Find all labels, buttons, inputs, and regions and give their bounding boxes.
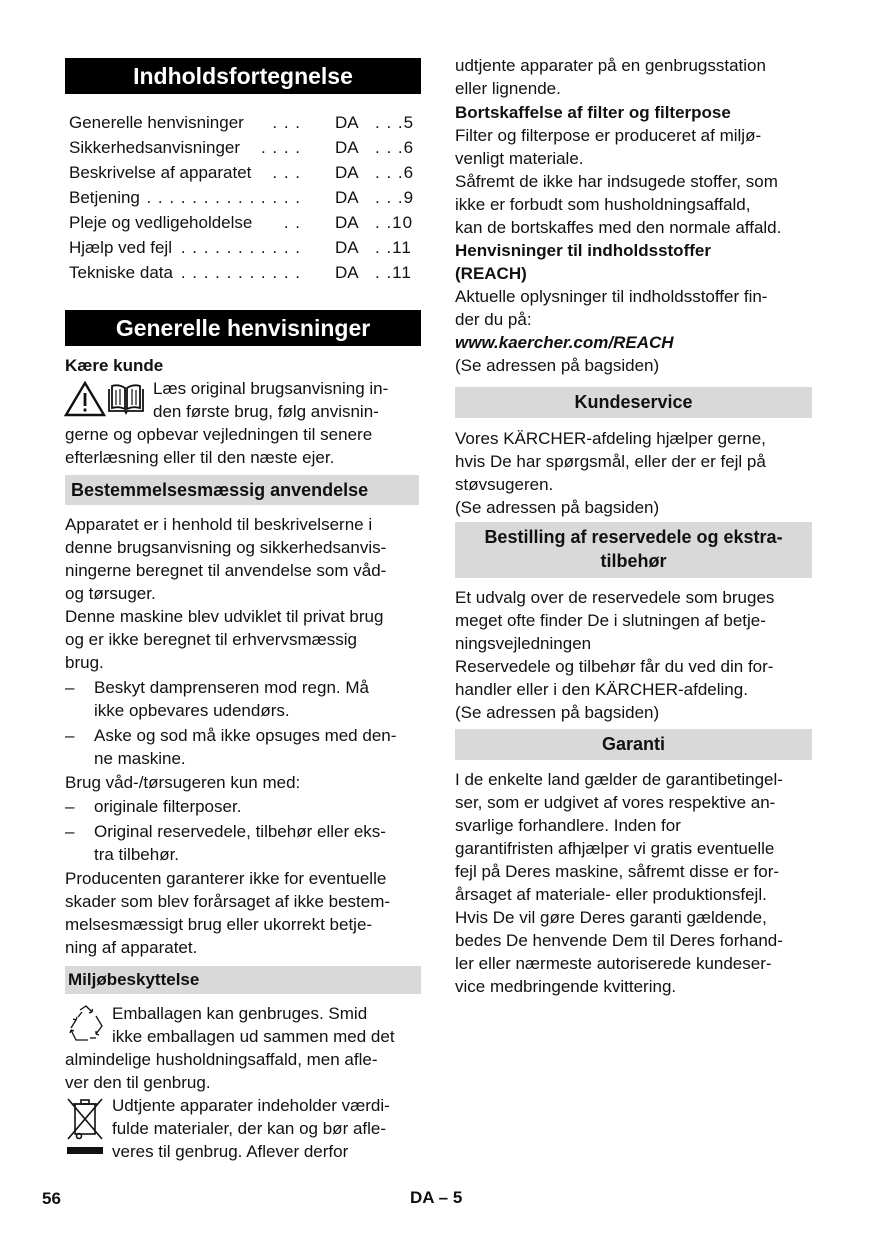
- recycle-line: almindelige husholdningsaffald, men afle-: [65, 1050, 378, 1069]
- toc-title: Indholdsfortegnelse: [133, 63, 353, 89]
- parts-heading-bar: [455, 522, 812, 578]
- reach-link[interactable]: www.kaercher.com/REACH: [455, 333, 674, 352]
- right-column: [455, 54, 812, 377]
- paragraph-line: ser, som er udgivet af vores respektive an-: [455, 793, 776, 812]
- paragraph-line: Vores KÄRCHER-afdeling hjælper gerne,: [455, 429, 766, 448]
- toc-item[interactable]: Hjælp ved fejl . . . . . . . . . . . DA . .11: [69, 238, 412, 257]
- toc-item[interactable]: Beskrivelse af apparatet . . . DA . . .6: [69, 163, 415, 182]
- manual-book-icon: [105, 383, 147, 415]
- paragraph-line: Såfremt de ikke har indsugede stoffer, som: [455, 172, 778, 191]
- intro-line: den første brug, følg anvisnin-: [153, 402, 379, 421]
- intended-use-title: Bestemmelsesmæssig anvendelse: [71, 480, 369, 500]
- bullet-dash: –: [65, 726, 75, 745]
- paragraph-line: Hvis De vil gøre Deres garanti gældende,: [455, 908, 767, 927]
- paragraph-line: kan de bortskaffes med den normale affald.: [455, 218, 782, 237]
- paragraph-line: skader som blev forårsaget af ikke bestem-: [65, 892, 391, 911]
- paragraph-line: Denne maskine blev udviklet til privat brug: [65, 607, 384, 626]
- paragraph-line: melsesmæssigt brug eller ukorrekt betje-: [65, 915, 373, 934]
- intended-use-body: [65, 513, 421, 959]
- toc-title-bar: [65, 58, 421, 94]
- bullet-item: – originale filterposer.: [65, 797, 242, 816]
- paragraph-line: denne brugsanvisning og sikkerhedsanvis-: [65, 538, 387, 557]
- reach-heading: (REACH): [455, 264, 527, 283]
- weee-line: fulde materialer, der kan og bør afle-: [112, 1119, 387, 1138]
- bullet-item: – Aske og sod må ikke opsuges med den- ne maskine.: [65, 726, 397, 768]
- parts-body: [455, 586, 812, 724]
- filter-disposal-heading: Bortskaffelse af filter og filterpose: [455, 103, 731, 122]
- general-title-bar: [65, 310, 421, 346]
- toc-item[interactable]: Tekniske data . . . . . . . . . . . DA . .11: [69, 263, 412, 282]
- general-title: Generelle henvisninger: [115, 315, 371, 341]
- weee-bin-icon: [65, 1096, 105, 1158]
- toc-item[interactable]: Sikkerhedsanvisninger . . . . DA . . .6: [69, 138, 415, 157]
- paragraph-line: bedes De henvende Dem til Deres forhand-: [455, 931, 783, 950]
- bullet-dash: –: [65, 797, 75, 816]
- paragraph-line: I de enkelte land gælder de garantibetingel-: [455, 770, 783, 789]
- paragraph-line: Brug våd-/tørsugeren kun med:: [65, 773, 301, 792]
- paragraph-line: støvsugeren.: [455, 475, 554, 494]
- paragraph-line: og er ikke beregnet til erhvervsmæssig: [65, 630, 357, 649]
- section-page-label: DA – 5: [410, 1188, 463, 1207]
- toc-item[interactable]: Pleje og vedligeholdelse . . DA . .10: [69, 213, 414, 232]
- warranty-heading-bar: [455, 729, 812, 760]
- paragraph-line: handler eller i den KÄRCHER-afdeling.: [455, 680, 748, 699]
- paragraph-line: og tørsuger.: [65, 584, 156, 603]
- bullet-dash: –: [65, 678, 75, 697]
- paragraph-line: Producenten garanterer ikke for eventuelle: [65, 869, 387, 888]
- warranty-body: [455, 768, 812, 998]
- paragraph-line: hvis De har spørgsmål, eller der er fejl på: [455, 452, 766, 471]
- toc-list: [69, 110, 419, 285]
- bullet-dash: –: [65, 822, 75, 841]
- paragraph-line: ler eller nærmeste autoriserede kundeser-: [455, 954, 772, 973]
- service-body: [455, 427, 812, 519]
- weee-line: veres til genbrug. Aflever derfor: [112, 1142, 349, 1161]
- service-title: Kundeservice: [574, 392, 693, 412]
- toc-item[interactable]: Generelle henvisninger . . . DA . . .5: [69, 113, 415, 132]
- page-number: 56: [42, 1189, 61, 1208]
- reach-heading: Henvisninger til indholdsstoffer: [455, 241, 711, 260]
- paragraph-line: garantifristen afhjælper vi gratis eventuelle: [455, 839, 775, 858]
- paragraph-line: eller lignende.: [455, 79, 561, 98]
- address-note: (Se adressen på bagsiden): [455, 498, 660, 517]
- paragraph-line: ikke er forbudt som husholdningsaffald,: [455, 195, 751, 214]
- recycle-line: ver den til genbrug.: [65, 1073, 211, 1092]
- toc-item[interactable]: Betjening . . . . . . . . . . . . . . DA . . .9: [69, 188, 415, 207]
- paragraph-line: Filter og filterpose er produceret af miljø-: [455, 126, 762, 145]
- paragraph-line: meget ofte finder De i slutningen af betje-: [455, 611, 766, 630]
- paragraph-line: årsaget af materiale- eller produktionsfejl.: [455, 885, 767, 904]
- weee-line: Udtjente apparater indeholder værdi-: [112, 1096, 390, 1115]
- recycle-line: ikke emballagen ud sammen med det: [112, 1027, 395, 1046]
- paragraph-line: Apparatet er i henhold til beskrivelserne i: [65, 515, 373, 534]
- paragraph-line: der du på:: [455, 310, 532, 329]
- address-note: (Se adressen på bagsiden): [455, 703, 660, 722]
- paragraph-line: brug.: [65, 653, 104, 672]
- warranty-title: Garanti: [601, 734, 666, 754]
- intro-line: Læs original brugsanvisning in-: [153, 379, 389, 398]
- paragraph-line: ningsvejledningen: [455, 634, 592, 653]
- paragraph-line: venligt materiale.: [455, 149, 584, 168]
- parts-title: Bestilling af reservedele og ekstra-: [484, 527, 783, 547]
- paragraph-line: udtjente apparater på en genbrugsstation: [455, 56, 766, 75]
- intended-use-heading-bar: [65, 475, 419, 505]
- parts-title: tilbehør: [600, 551, 667, 571]
- environment-title: Miljøbeskyttelse: [68, 970, 200, 989]
- paragraph-line: ning af apparatet.: [65, 938, 198, 957]
- warning-icon: [64, 381, 106, 417]
- service-heading-bar: [455, 387, 812, 418]
- intro-line: efterlæsning eller til den næste ejer.: [65, 448, 335, 467]
- address-note: (Se adressen på bagsiden): [455, 356, 660, 375]
- paragraph-line: vice medbringende kvittering.: [455, 977, 677, 996]
- environment-heading-bar: [65, 966, 421, 994]
- paragraph-line: Et udvalg over de reservedele som bruges: [455, 588, 775, 607]
- paragraph-line: svarlige forhandlere. Inden for: [455, 816, 681, 835]
- bullet-item: – Original reservedele, tilbehør eller eks- tra tilbehør.: [65, 822, 386, 864]
- paragraph-line: fejl på Deres maskine, såfremt disse er for-: [455, 862, 780, 881]
- dear-customer-heading: Kære kunde: [65, 356, 164, 375]
- intro-line: gerne og opbevar vejledningen til senere: [65, 425, 373, 444]
- paragraph-line: Reservedele og tilbehør får du ved din for-: [455, 657, 774, 676]
- recycle-line: Emballagen kan genbruges. Smid: [112, 1004, 368, 1023]
- paragraph-line: ningerne beregnet til anvendelse som våd-: [65, 561, 387, 580]
- paragraph-line: Aktuelle oplysninger til indholdsstoffer fin-: [455, 287, 768, 306]
- bullet-item: – Beskyt damprenseren mod regn. Må ikke opbevares udendørs.: [65, 678, 369, 720]
- recycle-icon: [66, 1004, 106, 1044]
